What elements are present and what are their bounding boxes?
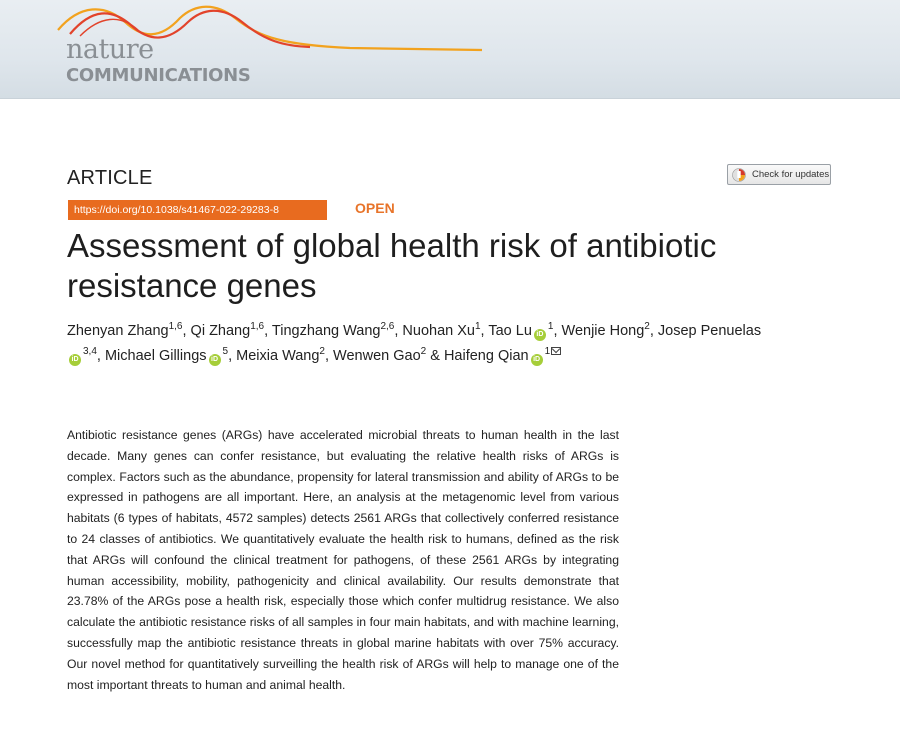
abstract-text: Antibiotic resistance genes (ARGs) have accelerated microbial threats to human health in the last decade. Many genes can confer resistance, but evaluating the relative health risks of ARGs is complex. Factors such as the abundance, propensity for lateral transmission and ability of ARGs to be expressed in pathogens are all important. Here, an analysis at the metagenomic level from various habitats (6 types of habitats, 4572 samples) detects 2561 ARGs that collectively conferred resistance to 24 classes of antibiotics. We quantitatively evaluate the health risk to humans, defined as the risk that ARGs will confound the clinical treatment for pathogens, of these 2561 ARGs by integrating human accessibility, mobility, pathogenicity and clinical availability. Our results demonstrate that 23.78% of the ARGs pose a health risk, especially those which confer multidrug resistance. We also calculate the antibiotic resistance risks of all samples in four main habitats, and with machine learning, successfully map the antibiotic resistance threats in global marine habitats with over 75% accuracy. Our novel method for quantitatively surveilling the health risk of ARGs will help to manage one of the most important threats to human and animal health. bbox=[67, 428, 619, 692]
author-name[interactable]: Tingzhang Wang bbox=[271, 323, 381, 339]
author-name[interactable]: Michael Gillings bbox=[104, 348, 207, 364]
check-for-updates-label: Check for updates bbox=[752, 169, 830, 180]
author-affiliation: 2,6 bbox=[380, 321, 395, 332]
crossmark-icon bbox=[732, 168, 746, 182]
author-name[interactable]: Tao Lu bbox=[488, 323, 532, 339]
author-name[interactable]: Haifeng Qian bbox=[443, 348, 529, 364]
author-list: Zhenyan Zhang$^{1,6}$, Qi Zhang$^{1,6}$, Tingzhang Wang$^{2,6}$, Nuohan Xu$^1$, Tao Lu $iD^1$, Wenjie Hong$^2$, Josep PenuelasiD$^{3,4}$, Michael Gillings $iD^5$, Meixia Wang$^2$, Wenwen Gao$^2$ & Haifeng Qian $iD^1$ bbox=[67, 321, 762, 364]
journal-logo-communications: COMMUNICATIONS bbox=[66, 65, 251, 86]
author-name[interactable]: Wenwen Gao bbox=[333, 348, 421, 364]
author-affiliation: 2 bbox=[319, 346, 325, 357]
author-name[interactable]: Meixia Wang bbox=[236, 348, 320, 364]
author-affiliation: 1,6 bbox=[168, 321, 183, 332]
check-for-updates-button[interactable] bbox=[727, 164, 831, 185]
author-affiliation: 5 bbox=[222, 346, 229, 357]
author-name[interactable]: Qi Zhang bbox=[190, 323, 251, 339]
author-affiliation: 2 bbox=[420, 346, 427, 357]
journal-header-band bbox=[0, 0, 900, 99]
author-name[interactable]: Nuohan Xu bbox=[402, 323, 475, 339]
doi-link[interactable]: https://doi.org/10.1038/s41467-022-29283-8 bbox=[68, 200, 327, 220]
orcid-icon[interactable]: iD bbox=[69, 354, 81, 366]
author-name[interactable]: Wenjie Hong bbox=[561, 323, 645, 339]
orcid-icon[interactable]: iD bbox=[531, 354, 543, 366]
orcid-icon[interactable]: iD bbox=[534, 329, 546, 341]
journal-logo-nature: nature bbox=[66, 34, 154, 65]
author-affiliation: 2 bbox=[644, 321, 650, 332]
open-access-badge: OPEN bbox=[355, 200, 395, 216]
email-icon[interactable] bbox=[551, 347, 561, 355]
author-affiliation: 1 bbox=[474, 321, 481, 332]
author-name[interactable]: Zhenyan Zhang bbox=[67, 323, 169, 339]
orcid-icon[interactable]: iD bbox=[209, 354, 221, 366]
author-affiliation: 1 bbox=[544, 346, 551, 357]
article-title: Assessment of global health risk of antibiotic resistance genes bbox=[67, 227, 717, 304]
article-type-label: ARTICLE bbox=[67, 167, 153, 189]
author-affiliation: 1 bbox=[547, 321, 554, 332]
author-affiliation: 1,6 bbox=[250, 321, 265, 332]
author-name[interactable]: Josep Penuelas bbox=[657, 323, 762, 339]
author-affiliation: 3,4 bbox=[83, 346, 97, 357]
